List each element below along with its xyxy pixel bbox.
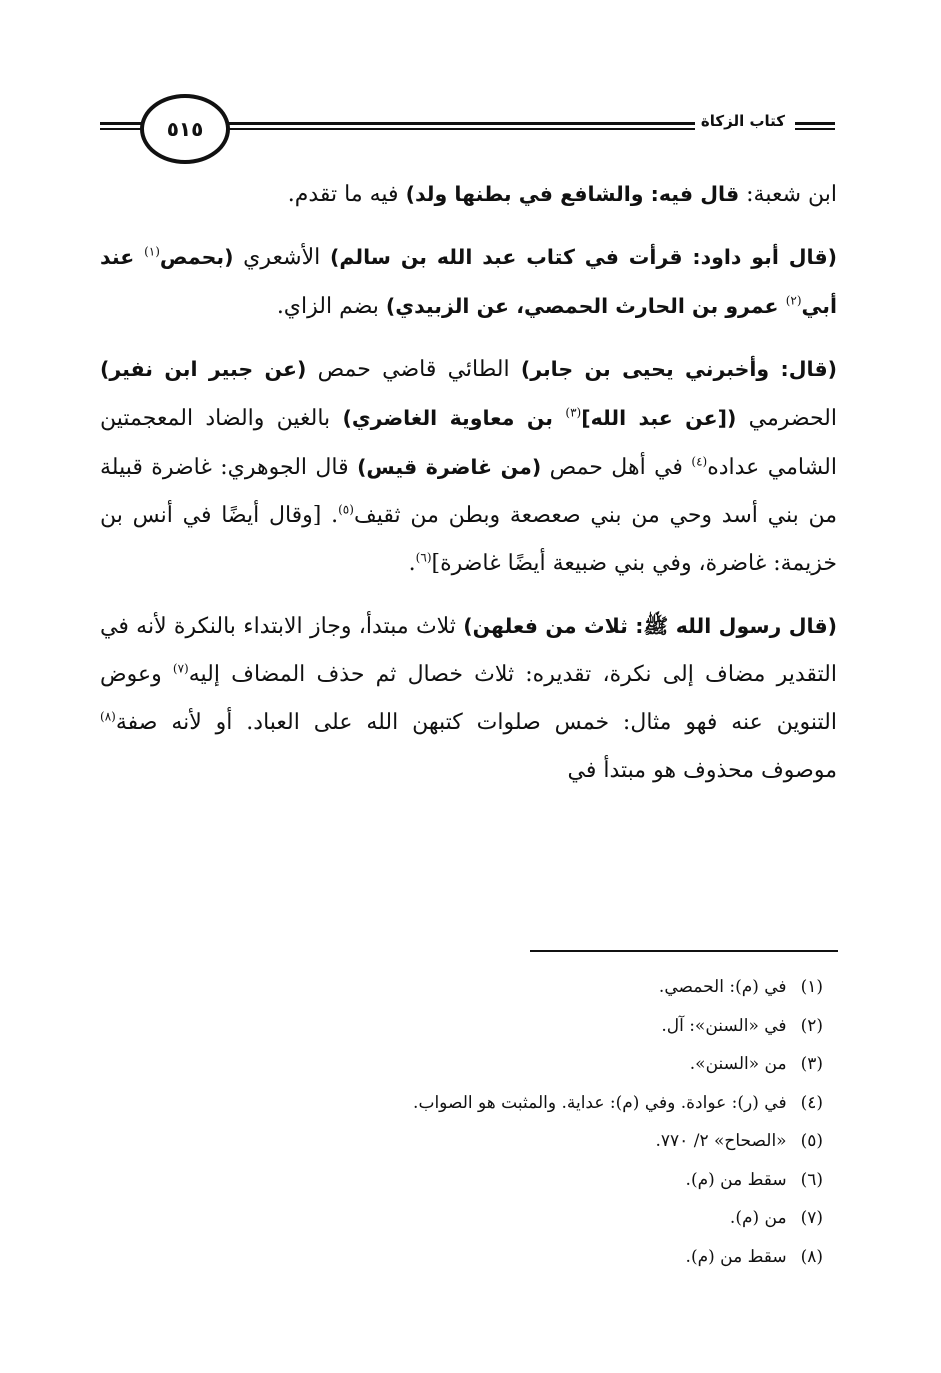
quoted-text: ([عن عبد الله] (581, 406, 737, 430)
footnote-number: (٨) (800, 1246, 823, 1267)
footnote-text: في (م): الحمصي. (658, 977, 787, 997)
header-rule-right (795, 122, 835, 125)
running-title: كتاب الزكاة (695, 112, 791, 130)
body-text (100, 170, 837, 809)
quoted-text: (عن جبير ابن نفير) (100, 357, 307, 381)
quoted-text: (قال رسول الله ﷺ: ثلاث من فعلهن) (463, 614, 838, 638)
paragraph (100, 345, 837, 588)
footnote-text: من (م). (729, 1208, 787, 1228)
commentary-text: فيه ما تقدم. (287, 182, 406, 207)
header-rule-thin (170, 128, 740, 130)
footnote-text: سقط من (م). (685, 1246, 787, 1267)
commentary-text: بالغين والضاد المعجمتين الشامي عداده (100, 406, 837, 480)
footnotes (263, 968, 823, 1276)
commentary-text: الحضرمي (736, 406, 837, 431)
footnote-text: في «السنن»: آل. (661, 1015, 787, 1036)
footnote-text: من «السنن». (689, 1054, 787, 1074)
footnote-item (263, 1199, 823, 1238)
page-number: ٥١٥ (166, 117, 204, 141)
footnote-item (263, 1238, 823, 1277)
footnote-marker: (٨) (100, 709, 116, 724)
footnote-text: في (ر): عوادة. وفي (م): عداية. والمثبت هو الصواب. (413, 1092, 787, 1113)
commentary-text: بضم الزاي. (276, 294, 386, 319)
commentary-text: ابن شعبة: (739, 182, 837, 207)
footnote-marker: (٤) (691, 454, 708, 469)
footnote-item (263, 1084, 823, 1123)
commentary-text: موصوف محذوف هو مبتدأ في (567, 758, 837, 783)
commentary-text: في أهل حمص (541, 455, 692, 480)
footnote-marker: (٦) (415, 550, 432, 565)
footnote-item (263, 1122, 823, 1161)
footnote-number: (٣) (800, 1054, 823, 1074)
footnote-marker: (٥) (338, 502, 354, 517)
paragraph (100, 233, 837, 331)
commentary-text: . [وقال أيضًا في أنس بن خزيمة: غاضرة، وفي بني ضبيعة أيضًا غاضرة] (100, 503, 837, 576)
commentary-text: وعوض التنوين عنه فهو مثال: خمس صلوات كتبهن الله على العباد. أو لأنه صفة (100, 662, 837, 735)
footnote-number: (٥) (800, 1131, 823, 1151)
quoted-text: عند أبي (100, 245, 837, 318)
quoted-text: بن معاوية الغاضري) (342, 406, 566, 430)
footnote-separator (530, 950, 838, 952)
commentary-text: . (408, 551, 416, 576)
footnote-marker: (١) (144, 244, 160, 259)
header-rule (170, 122, 740, 125)
footnote-text: «الصحاح» ٢/ ٧٧٠. (655, 1131, 787, 1151)
commentary-text: الأشعري (233, 245, 330, 270)
footnote-item (263, 1045, 823, 1084)
quoted-text: عمرو بن الحارث الحمصي، عن الزبيدي) (385, 294, 786, 318)
footnote-marker: (٢) (785, 293, 802, 308)
paragraph (100, 602, 837, 795)
quoted-text: (من غاضرة قيس) (357, 455, 542, 479)
footnote-number: (٤) (800, 1092, 823, 1113)
header-rule-left-thin (100, 128, 142, 130)
footnote-number: (٦) (800, 1169, 823, 1190)
footnote-marker: (٣) (565, 405, 582, 420)
footnote-number: (١) (800, 977, 823, 997)
footnote-number: (٢) (800, 1015, 823, 1036)
footnote-item (263, 968, 823, 1007)
paragraph (100, 170, 837, 219)
commentary-text: الطائي قاضي حمص (306, 357, 521, 382)
page-number-badge (140, 94, 230, 164)
footnote-text: سقط من (م). (685, 1169, 787, 1190)
header-rule-left (100, 122, 142, 125)
footnote-item (263, 1007, 823, 1046)
commentary-text: ثلاث مبتدأ، وجاز الابتداء بالنكرة لأنه في التقدير مضاف إلى نكرة، تقديره: ثلاث خصال ثم حذف المضاف إليه (100, 614, 837, 687)
quoted-text: (بحمص (159, 245, 234, 269)
footnote-marker: (٧) (172, 661, 189, 676)
quoted-text: (قال: وأخبرني يحيى بن جابر) (520, 357, 837, 381)
commentary-text: قال الجوهري: غاضرة قبيلة من بني أسد وحي من بني صعصعة وبطن من ثقيف (100, 455, 837, 528)
footnote-number: (٧) (800, 1208, 823, 1228)
header-rule-right-thin (795, 128, 835, 130)
quoted-text: (قال أبو داود: قرأت في كتاب عبد الله بن سالم) (329, 245, 837, 269)
page-header (100, 92, 835, 162)
footnote-item (263, 1161, 823, 1200)
quoted-text: قال فيه: والشافع في بطنها ولد) (405, 182, 740, 206)
